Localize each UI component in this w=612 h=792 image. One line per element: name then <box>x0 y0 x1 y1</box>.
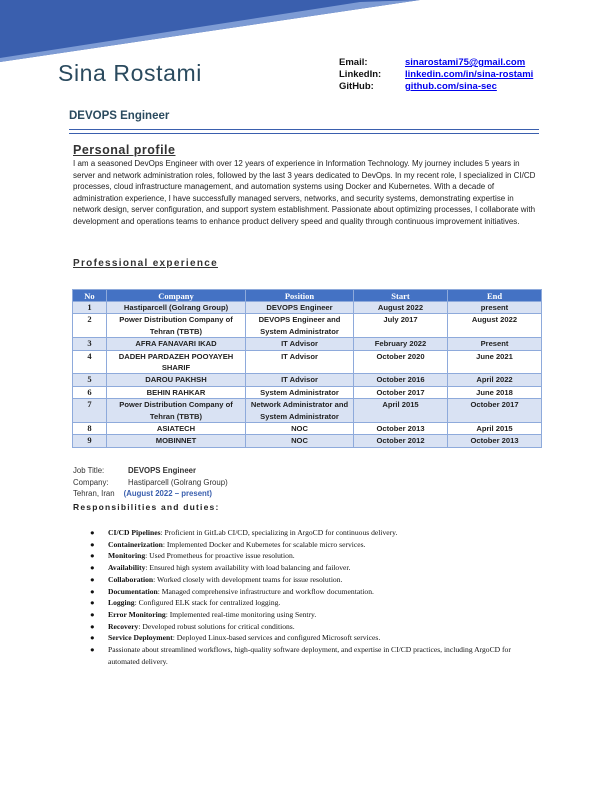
list-item <box>90 597 520 609</box>
duty-text: : Implemented real-time monitoring using Sentry. <box>165 609 317 619</box>
job-dates: (August 2022 – present) <box>123 489 212 498</box>
duty-text: : Proficient in GitLab CI/CD, specializing in ArgoCD for continuous delivery. <box>160 528 398 537</box>
duty-text: : Worked closely with development teams for issue resolution. <box>153 574 343 584</box>
job-location: Tehran, Iran <box>73 489 115 498</box>
job-title-heading: DEVOPS Engineer <box>69 110 170 122</box>
cell-no: 2 <box>73 314 107 338</box>
duties-list <box>90 527 520 667</box>
duty-term: Documentation <box>108 586 158 596</box>
cell-start: August 2022 <box>354 302 448 314</box>
column-header: Position <box>246 290 354 302</box>
bullet-icon: ● <box>90 528 95 537</box>
experience-heading: Professional experience <box>73 258 218 269</box>
cell-company: DADEH PARDAZEH POOYAYEH SHARIF <box>107 350 246 374</box>
bullet-icon: ● <box>90 539 95 549</box>
cell-end: June 2018 <box>448 386 542 398</box>
table-row <box>73 374 542 386</box>
cell-no: 5 <box>73 374 107 386</box>
table-row <box>73 399 542 423</box>
profile-heading: Personal profile <box>73 143 176 157</box>
contact-github <box>339 81 533 93</box>
duty-text: : Implemented Docker and Kubernetes for scalable micro services. <box>162 539 366 549</box>
table-row <box>73 314 542 338</box>
current-job-block <box>73 465 228 500</box>
contact-label: Email: <box>339 57 368 68</box>
cell-position: NOC <box>246 423 354 435</box>
duty-term: Logging <box>108 598 135 608</box>
cell-no: 3 <box>73 338 107 350</box>
table-row <box>73 386 542 398</box>
list-item <box>90 644 520 667</box>
cell-position: System Administrator <box>246 386 354 398</box>
contact-email <box>339 57 533 69</box>
cell-company: Hastiparcell (Golrang Group) <box>107 302 246 314</box>
profile-text: I am a seasoned DevOps Engineer with over 12 years of experience in Information Technology. My journey includes 5 years in server and network administration roles, followed by the last 3 years dedicated to DevOps. In my recent role, I specialized in CI/CD processes, cloud infrastructure management, and automation systems using Docker and Kubernetes. With a decade of administration experience, I have successfully managed servers, networks, and security systems, demonstrating expertise in network design, server configuration, and support system establishment. Passionate about optimizing processes, I collaborate with development and operations teams to enhance product delivery speed and quality through continuous improvement initiatives. <box>73 159 536 226</box>
list-item <box>90 609 520 621</box>
contact-label: LinkedIn: <box>339 69 382 80</box>
duty-term: Error Monitoring <box>108 609 166 619</box>
cell-company: MOBINNET <box>107 435 246 447</box>
cell-no: 4 <box>73 350 107 374</box>
divider <box>69 129 539 130</box>
cell-position: DEVOPS Engineer and System Administrator <box>246 314 354 338</box>
table-header-row <box>73 290 542 302</box>
cell-no: 7 <box>73 399 107 423</box>
contact-label: GitHub: <box>339 81 374 92</box>
list-item <box>90 586 520 598</box>
job-company-label: Company: <box>73 477 109 487</box>
cell-company: DAROU PAKHSH <box>107 374 246 386</box>
contact-linkedin <box>339 69 533 81</box>
table-row <box>73 435 542 447</box>
cell-position: IT Advisor <box>246 338 354 350</box>
cell-end: April 2022 <box>448 374 542 386</box>
duty-term: CI/CD Pipelines <box>108 528 161 537</box>
cell-end: present <box>448 302 542 314</box>
cell-end: October 2013 <box>448 435 542 447</box>
cell-end: August 2022 <box>448 314 542 338</box>
column-header: Company <box>107 290 246 302</box>
bullet-icon: ● <box>90 574 95 584</box>
column-header: No <box>73 290 107 302</box>
cell-start: October 2013 <box>354 423 448 435</box>
cell-start: July 2017 <box>354 314 448 338</box>
cell-position: NOC <box>246 435 354 447</box>
job-title-label: Job Title: <box>73 466 105 475</box>
job-company-value: Hastiparcell (Golrang Group) <box>128 477 228 487</box>
bullet-icon: ● <box>90 563 95 573</box>
cell-no: 6 <box>73 386 107 398</box>
duty-text: Passionate about streamlined workflows, high-quality software deployment, and expertise in CI/CD practices, including ArgoCD for automated delivery. <box>108 645 511 666</box>
cell-start: October 2020 <box>354 350 448 374</box>
list-item <box>90 527 520 539</box>
job-company-row <box>73 477 228 489</box>
bullet-icon: ● <box>90 645 95 655</box>
cell-end: October 2017 <box>448 399 542 423</box>
table-row <box>73 302 542 314</box>
list-item <box>90 562 520 574</box>
cell-no: 8 <box>73 423 107 435</box>
bullet-icon: ● <box>90 598 95 608</box>
duty-term: Availability <box>108 563 146 573</box>
bullet-icon: ● <box>90 586 95 596</box>
cell-company: Power Distribution Company of Tehran (TBTB) <box>107 314 246 338</box>
job-title-row <box>73 465 228 477</box>
duty-term: Service Deployment <box>108 633 173 643</box>
cell-end: Present <box>448 338 542 350</box>
duty-text: : Configured ELK stack for centralized logging. <box>134 598 281 608</box>
duty-term: Collaboration <box>108 574 154 584</box>
table-row <box>73 338 542 350</box>
cell-position: DEVOPS Engineer <box>246 302 354 314</box>
bullet-icon: ● <box>90 609 95 619</box>
divider <box>69 133 539 134</box>
responsibilities-heading: Responsibilities and duties: <box>73 502 220 512</box>
duty-text: : Managed comprehensive infrastructure and workflow documentation. <box>157 586 374 596</box>
list-item <box>90 632 520 644</box>
github-link[interactable]: github.com/sina-sec <box>405 81 497 92</box>
cell-company: ASIATECH <box>107 423 246 435</box>
duty-term: Recovery <box>108 621 139 631</box>
duty-text: : Deployed Linux-based services and configured Microsoft services. <box>172 633 381 643</box>
duty-text: : Used Prometheus for proactive issue resolution. <box>145 551 295 561</box>
bullet-icon: ● <box>90 633 95 643</box>
cell-position: IT Advisor <box>246 374 354 386</box>
job-location-row <box>73 488 228 500</box>
column-header: Start <box>354 290 448 302</box>
table-row <box>73 423 542 435</box>
cell-no: 1 <box>73 302 107 314</box>
column-header: End <box>448 290 542 302</box>
cell-company: BEHIN RAHKAR <box>107 386 246 398</box>
bullet-icon: ● <box>90 551 95 561</box>
cell-position: Network Administrator and System Administrator <box>246 399 354 423</box>
list-item <box>90 539 520 551</box>
list-item <box>90 621 520 633</box>
cell-end: April 2015 <box>448 423 542 435</box>
duty-term: Monitoring <box>108 551 146 561</box>
list-item <box>90 550 520 562</box>
table-row <box>73 350 542 374</box>
cell-no: 9 <box>73 435 107 447</box>
cell-start: February 2022 <box>354 338 448 350</box>
cell-company: Power Distribution Company of Tehran (TBTB) <box>107 399 246 423</box>
bullet-icon: ● <box>90 621 95 631</box>
cell-start: October 2016 <box>354 374 448 386</box>
cell-start: October 2017 <box>354 386 448 398</box>
experience-table <box>72 289 542 448</box>
cell-start: April 2015 <box>354 399 448 423</box>
duty-text: : Developed robust solutions for critical conditions. <box>138 621 295 631</box>
cell-company: AFRA FANAVARI IKAD <box>107 338 246 350</box>
cell-end: June 2021 <box>448 350 542 374</box>
duty-term: Containerization <box>108 539 163 549</box>
cell-position: IT Advisor <box>246 350 354 374</box>
email-link[interactable]: sinarostami75@gmail.com <box>405 57 526 68</box>
duty-text: : Ensured high system availability with load balancing and failover. <box>145 563 351 573</box>
job-title-value: DEVOPS Engineer <box>128 466 197 475</box>
contact-block <box>339 57 533 93</box>
linkedin-link[interactable]: linkedin.com/in/sina-rostami <box>405 69 534 80</box>
cell-start: October 2012 <box>354 435 448 447</box>
list-item <box>90 574 520 586</box>
candidate-name: Sina Rostami <box>58 60 202 86</box>
